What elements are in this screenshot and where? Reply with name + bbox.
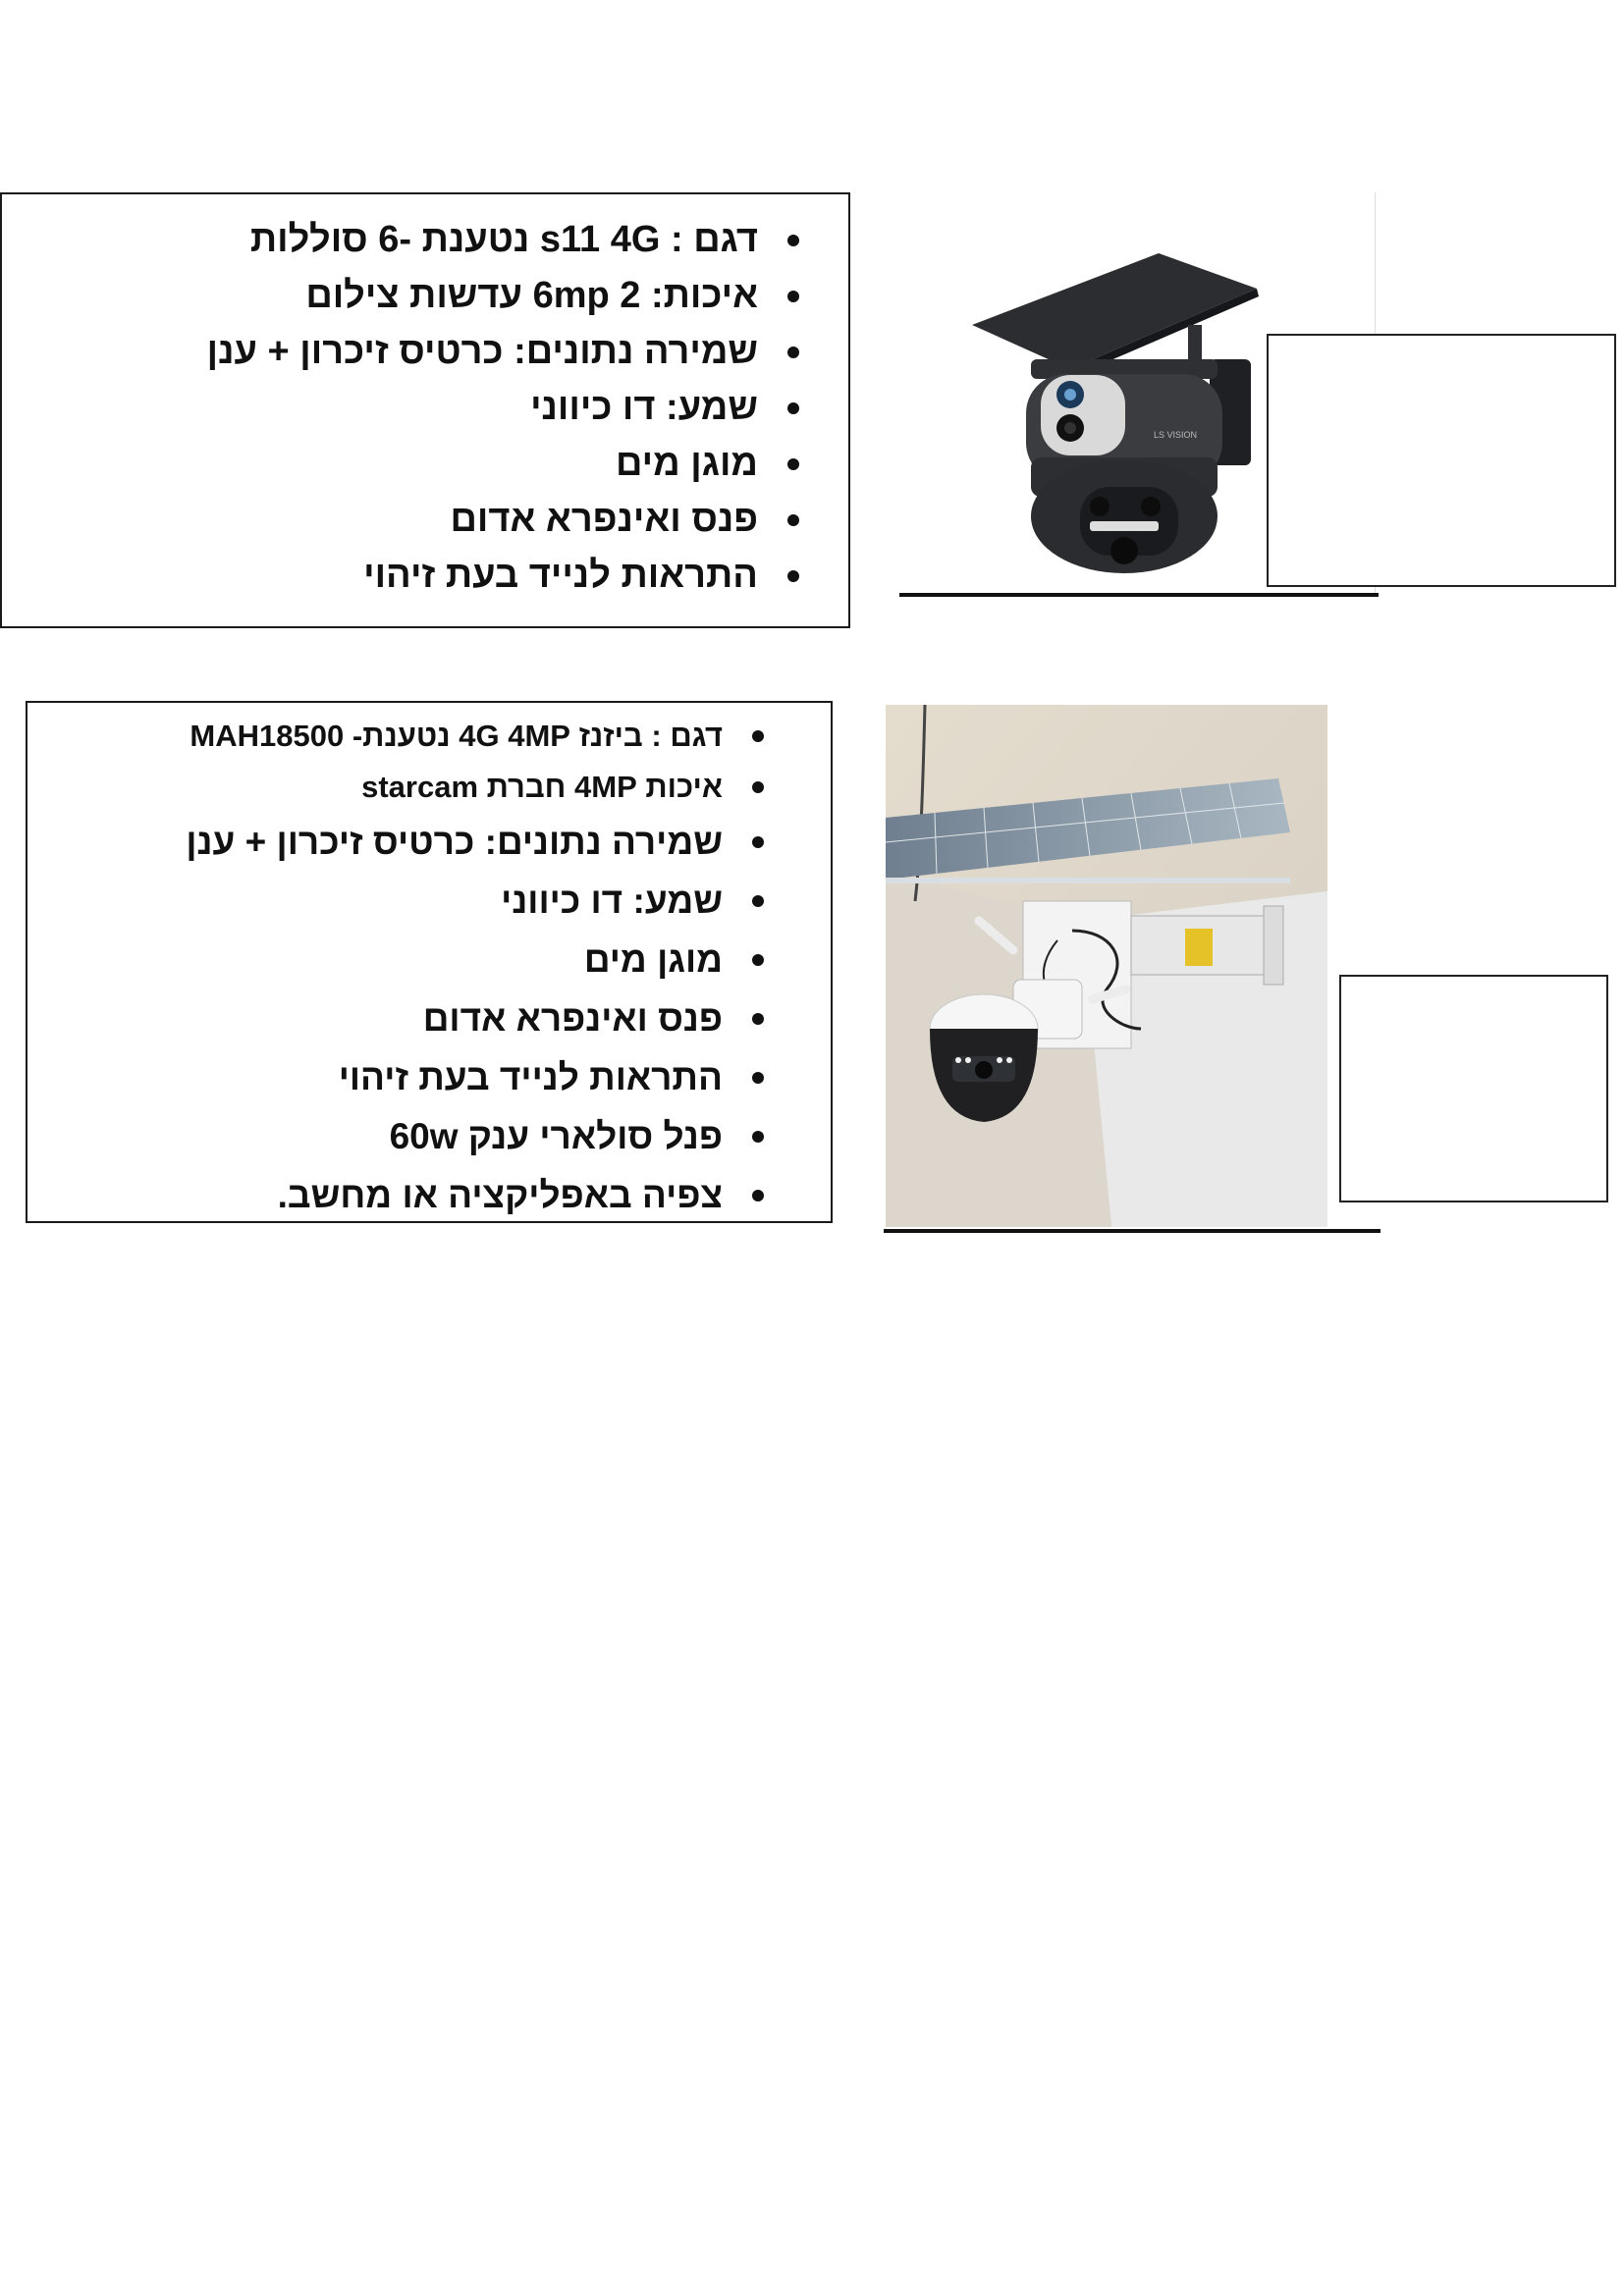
bullet-icon bbox=[752, 1072, 764, 1084]
bullet-icon bbox=[787, 402, 799, 414]
feature-item: שמירה נתונים: כרטיס זיכרון + ענן bbox=[207, 324, 799, 380]
feature-item: איכות 4MP חברת starcam bbox=[186, 762, 764, 813]
product-2-underline bbox=[884, 1229, 1380, 1233]
bullet-icon bbox=[787, 291, 799, 302]
feature-item: צפיה באפליקציה או מחשב. bbox=[186, 1166, 764, 1225]
bullet-icon bbox=[787, 235, 799, 246]
feature-item: דגם : s11 4G נטענת -6 סוללות bbox=[207, 212, 799, 268]
bullet-icon bbox=[752, 1131, 764, 1143]
bullet-icon bbox=[752, 781, 764, 793]
bullet-icon bbox=[752, 836, 764, 848]
feature-item: פנס ואינפרא אדום bbox=[207, 492, 799, 548]
empty-frame-1 bbox=[1267, 334, 1616, 587]
bullet-icon bbox=[787, 570, 799, 582]
bullet-icon bbox=[752, 1013, 764, 1025]
bullet-icon bbox=[752, 954, 764, 966]
product-2-camera-photo bbox=[886, 705, 1327, 1227]
feature-item: התראות לנייד בעת זיהוי bbox=[207, 548, 799, 604]
solar-dome-camera-illustration bbox=[886, 705, 1327, 1227]
empty-frame-2 bbox=[1339, 975, 1608, 1202]
bullet-icon bbox=[787, 514, 799, 526]
feature-item: מוגן מים bbox=[186, 931, 764, 989]
bullet-icon bbox=[752, 730, 764, 742]
bullet-icon bbox=[787, 347, 799, 358]
product-1-feature-list bbox=[207, 212, 799, 604]
product-1-underline bbox=[899, 593, 1379, 597]
feature-item: שמירה נתונים: כרטיס זיכרון + ענן bbox=[186, 813, 764, 872]
bullet-icon bbox=[787, 458, 799, 470]
feature-item: התראות לנייד בעת זיהוי bbox=[186, 1048, 764, 1107]
feature-item: איכות: 6mp 2 עדשות צילום bbox=[207, 268, 799, 324]
product-2-feature-list bbox=[186, 711, 764, 1225]
feature-item: שמע: דו כיווני bbox=[207, 380, 799, 436]
feature-item: פנס ואינפרא אדום bbox=[186, 989, 764, 1048]
camera-brand-label: LS VISION bbox=[1154, 430, 1198, 440]
product-2-spec-box bbox=[26, 701, 833, 1223]
feature-item: פנל סולארי ענק 60w bbox=[186, 1107, 764, 1166]
feature-item: מוגן מים bbox=[207, 436, 799, 492]
feature-item: שמע: דו כיווני bbox=[186, 872, 764, 931]
product-1-spec-box bbox=[0, 192, 850, 628]
bullet-icon bbox=[752, 895, 764, 907]
bullet-icon bbox=[752, 1190, 764, 1201]
feature-item: דגם : ביזנז 4G 4MP נטענת- MAH18500 bbox=[186, 711, 764, 762]
